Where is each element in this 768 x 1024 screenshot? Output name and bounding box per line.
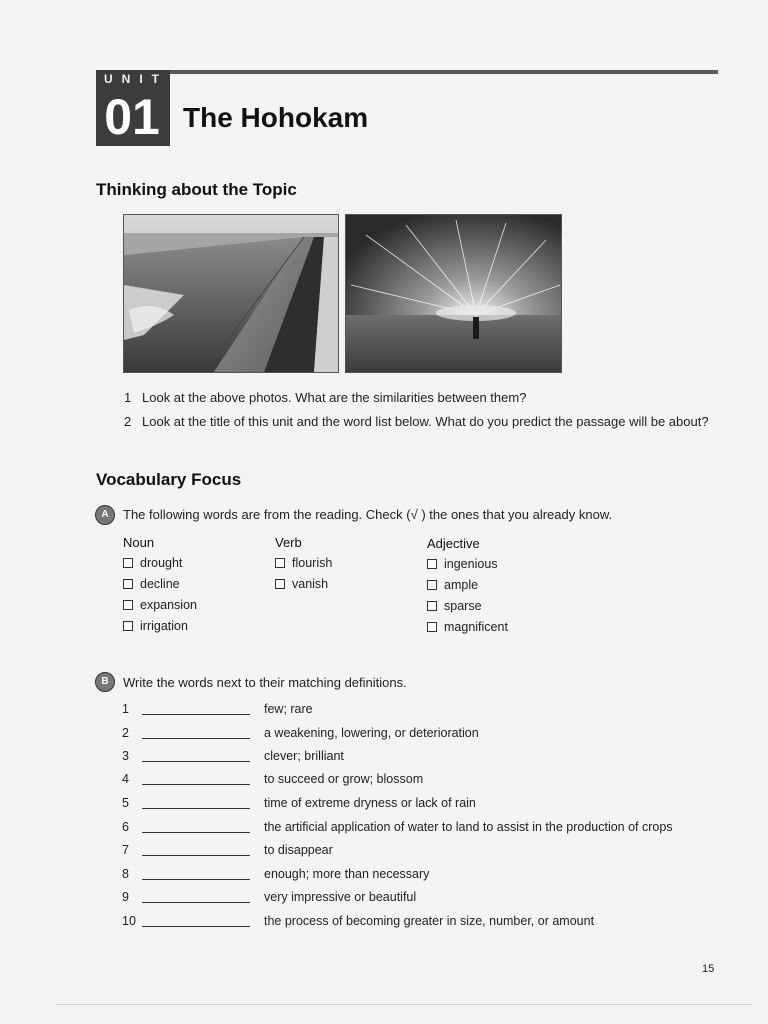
- question-number: 2: [124, 414, 132, 429]
- word-label: vanish: [292, 577, 329, 591]
- definition-number: 5: [122, 796, 129, 810]
- answer-blank[interactable]: [142, 855, 250, 856]
- definition-number: 10: [122, 914, 136, 928]
- definition-number: 1: [122, 702, 129, 716]
- checkbox-icon[interactable]: [123, 621, 133, 631]
- word-label: ample: [444, 578, 479, 592]
- answer-blank[interactable]: [142, 714, 250, 715]
- bottom-rule: [56, 1004, 752, 1005]
- word-label: sparse: [444, 599, 482, 613]
- verb-column-header: Verb: [275, 535, 302, 550]
- part-b-badge: B: [95, 672, 115, 692]
- answer-blank[interactable]: [142, 879, 250, 880]
- word-label: ingenious: [444, 557, 498, 571]
- checkbox-icon[interactable]: [427, 601, 437, 611]
- part-a-badge: A: [95, 505, 115, 525]
- word-label: flourish: [292, 556, 333, 570]
- definition-text: clever; brilliant: [264, 749, 344, 763]
- definition-text: time of extreme dryness or lack of rain: [264, 796, 476, 810]
- definition-text: the artificial application of water to land to assist in the production of crops: [264, 820, 673, 834]
- question-text: Look at the title of this unit and the word list below. What do you predict the passage will be about?: [142, 414, 709, 429]
- question-number: 1: [124, 390, 132, 405]
- checkbox-icon[interactable]: [123, 558, 133, 568]
- word-checkbox[interactable]: [275, 577, 328, 591]
- answer-blank[interactable]: [142, 761, 250, 762]
- question-row: [124, 414, 709, 429]
- checkbox-icon[interactable]: [123, 600, 133, 610]
- word-checkbox[interactable]: [427, 578, 478, 592]
- unit-title: The Hohokam: [183, 102, 369, 133]
- adjective-column-header: Adjective: [427, 536, 480, 551]
- unit-number: 01: [104, 89, 160, 145]
- word-label: irrigation: [140, 619, 188, 633]
- answer-blank[interactable]: [142, 808, 250, 809]
- vocab-heading: Vocabulary Focus: [96, 470, 242, 489]
- definition-number: 4: [122, 772, 129, 786]
- definition-text: very impressive or beautiful: [264, 890, 417, 904]
- word-label: magnificent: [444, 620, 508, 634]
- definition-number: 6: [122, 820, 129, 834]
- checkbox-icon[interactable]: [275, 579, 285, 589]
- part-b-instruction: Write the words next to their matching definitions.: [123, 675, 407, 690]
- noun-column-header: Noun: [123, 535, 155, 550]
- canal-photo: [123, 214, 339, 373]
- definition-number: 2: [122, 726, 129, 740]
- answer-blank[interactable]: [142, 926, 250, 927]
- answer-blank[interactable]: [142, 902, 250, 903]
- definition-text: to disappear: [264, 843, 333, 857]
- checkbox-icon[interactable]: [427, 559, 437, 569]
- checkbox-icon[interactable]: [275, 558, 285, 568]
- header-rule: [96, 70, 718, 74]
- definition-number: 9: [122, 890, 129, 904]
- definition-text: to succeed or grow; blossom: [264, 772, 424, 786]
- sprinkler-photo: [345, 214, 562, 373]
- word-checkbox[interactable]: [123, 598, 197, 612]
- definition-text: enough; more than necessary: [264, 867, 430, 881]
- word-checkbox[interactable]: [123, 619, 188, 633]
- question-text: Look at the above photos. What are the similarities between them?: [142, 390, 527, 405]
- word-label: drought: [140, 556, 183, 570]
- definition-text: a weakening, lowering, or deterioration: [264, 726, 479, 740]
- definition-number: 8: [122, 867, 129, 881]
- word-checkbox[interactable]: [123, 556, 182, 570]
- word-checkbox[interactable]: [275, 556, 332, 570]
- definition-number: 3: [122, 749, 129, 763]
- page-number: 15: [702, 963, 715, 975]
- thinking-heading: Thinking about the Topic: [96, 180, 297, 199]
- checkbox-icon[interactable]: [123, 579, 133, 589]
- part-a-instruction: The following words are from the reading. Check (√ ) the ones that you already know.: [123, 507, 613, 522]
- word-label: expansion: [140, 598, 197, 612]
- definition-text: few; rare: [264, 702, 313, 716]
- answer-blank[interactable]: [142, 784, 250, 785]
- word-checkbox[interactable]: [427, 620, 508, 634]
- unit-label: UNIT: [104, 72, 168, 86]
- checkbox-icon[interactable]: [427, 622, 437, 632]
- word-checkbox[interactable]: [427, 599, 482, 613]
- answer-blank[interactable]: [142, 832, 250, 833]
- definition-text: the process of becoming greater in size, number, or amount: [264, 914, 595, 928]
- checkbox-icon[interactable]: [427, 580, 437, 590]
- question-row: [124, 390, 526, 405]
- word-checkbox[interactable]: [123, 577, 180, 591]
- word-label: decline: [140, 577, 180, 591]
- word-checkbox[interactable]: [427, 557, 498, 571]
- unit-badge: [96, 70, 170, 146]
- definition-number: 7: [122, 843, 129, 857]
- answer-blank[interactable]: [142, 738, 250, 739]
